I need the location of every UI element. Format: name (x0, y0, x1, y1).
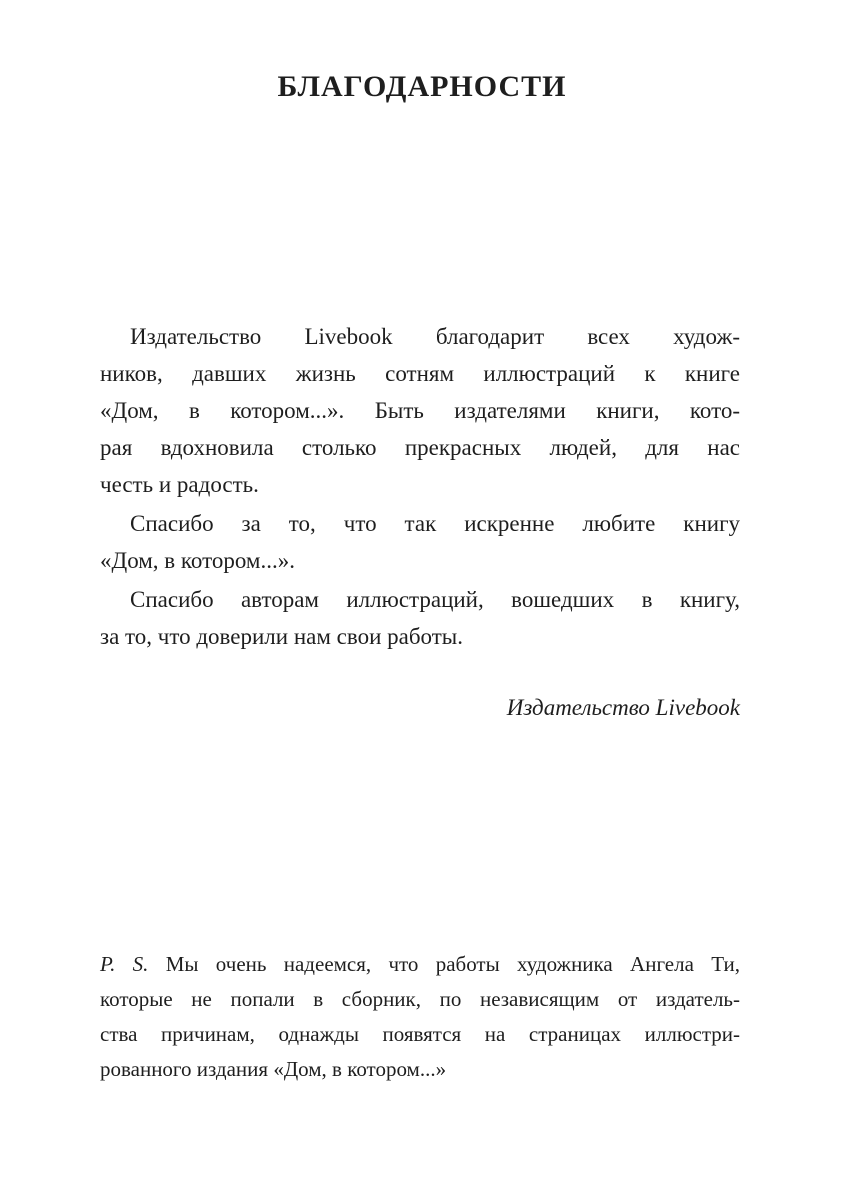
paragraph-3 (100, 581, 740, 655)
text-line: честь и радость. (100, 472, 259, 497)
text-line: рая вдохновила столько прекрасных людей, для нас (100, 435, 740, 460)
text-line: ства причинам, однажды появятся на страницах иллюстри- (100, 1022, 740, 1046)
acknowledgements-body (100, 318, 740, 655)
text-line: за то, что доверили нам свои работы. (100, 624, 463, 649)
postscript (100, 947, 740, 1087)
paragraph-2 (100, 505, 740, 579)
text-line: Спасибо авторам иллюстраций, вошедших в книгу, (130, 587, 740, 612)
paragraph-1 (100, 318, 740, 503)
page-title: БЛАГОДАРНОСТИ (277, 70, 567, 103)
text-line: Издательство Livebook благодарит всех худож- (130, 324, 740, 349)
text-line: «Дом, в котором...». Быть издателями книги, кото- (100, 398, 740, 423)
postscript-first-line (100, 947, 740, 982)
publisher-signature: Издательство Livebook (506, 695, 740, 720)
text-line: ников, давших жизнь сотням иллюстраций к книге (100, 361, 740, 386)
text-line: Спасибо за то, что так искренне любите книгу (130, 511, 740, 536)
postscript-first-line-text: Мы очень надеемся, что работы художника Ангела Ти, (148, 952, 740, 976)
text-line: «Дом, в котором...». (100, 548, 295, 573)
text-line: рованного издания «Дом, в котором...» (100, 1057, 447, 1081)
ps-mark: P. S. (100, 952, 149, 976)
text-line: которые не попали в сборник, по независящим от издатель- (100, 987, 740, 1011)
